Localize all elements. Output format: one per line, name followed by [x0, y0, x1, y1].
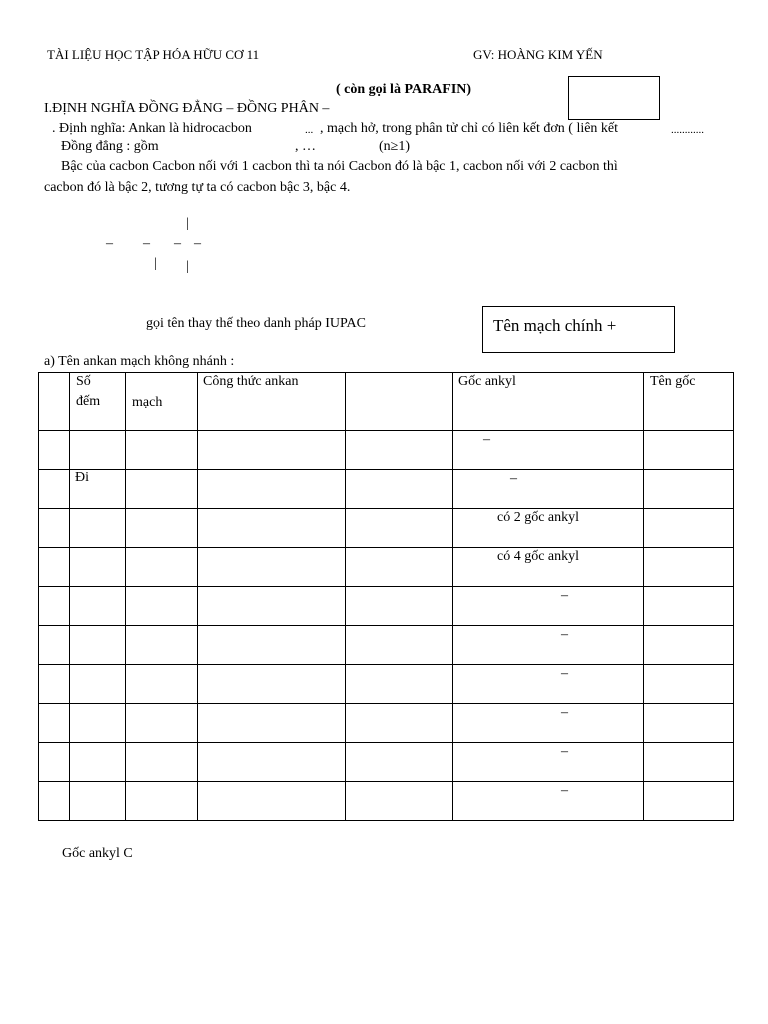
row-group: có 4 gốc ankyl — [497, 549, 580, 564]
table-row — [39, 509, 734, 548]
row-group: – — [561, 744, 568, 759]
header-formula: Công thức ankan — [203, 374, 299, 389]
header-cell-count — [70, 373, 126, 431]
homolog-condition: (n≥1) — [379, 139, 411, 154]
table-row — [39, 548, 734, 587]
row-group: – — [561, 783, 568, 798]
row-group: – — [561, 627, 568, 642]
table-row — [39, 782, 734, 821]
row-count: Đi — [75, 470, 89, 485]
header-cell-chain — [126, 373, 198, 431]
header-cell-blank — [346, 373, 453, 431]
bond-vertical-bottom-2: | — [186, 259, 189, 274]
header-count-line-2: đếm — [76, 394, 101, 409]
footer-text: Gốc ankyl C — [62, 846, 133, 861]
table-header-row — [39, 373, 734, 431]
header-group: Gốc ankyl — [458, 374, 516, 389]
definition-dots-1: ... — [305, 124, 314, 136]
header-cell-group — [453, 373, 644, 431]
subtitle: ( còn gọi là PARAFIN) — [336, 82, 472, 97]
name-box-label: Tên mạch chính + — [493, 316, 617, 335]
table-row — [39, 587, 734, 626]
bond-vertical-top: | — [186, 216, 189, 231]
row-group: – — [561, 705, 568, 720]
row-group: – — [561, 666, 568, 681]
row-group: – — [483, 432, 490, 447]
table-row — [39, 704, 734, 743]
carbon-order-line-2: cacbon đó là bậc 2, tương tự ta có cacbon bậc 3, bậc 4. — [44, 180, 351, 195]
definition-prefix: . Định nghĩa: Ankan là hidrocacbon — [52, 121, 252, 136]
alkane-table — [38, 372, 734, 821]
table-row — [39, 626, 734, 665]
header-right: GV: HOÀNG KIM YẾN — [473, 47, 603, 62]
definition-dots-2: ............ — [671, 124, 704, 136]
table-row — [39, 470, 734, 509]
bond-dash-1: – — [106, 236, 113, 251]
header-left: TÀI LIỆU HỌC TẬP HÓA HỮU CƠ 11 — [47, 47, 260, 62]
homolog-comma: , … — [295, 139, 316, 154]
header-chain: mạch — [132, 395, 163, 410]
carbon-order-line-1: Bậc của cacbon Cacbon nối với 1 cacbon thì ta nói Cacbon đó là bậc 1, cacbon nối với 2 cacbon thì — [61, 159, 618, 174]
table-row — [39, 431, 734, 470]
bond-dash-4: – — [194, 236, 201, 251]
bond-vertical-bottom-1: | — [154, 256, 157, 271]
header-cell-index — [39, 373, 70, 431]
row-group: – — [510, 471, 517, 486]
definition-middle: , mạch hở, trong phân tử chỉ có liên kết đơn ( liên kết — [320, 121, 619, 136]
row-group: có 2 gốc ankyl — [497, 510, 580, 525]
header-cell-group-name — [644, 373, 734, 431]
homolog-label: Đồng đẳng : gồm — [61, 139, 159, 154]
header-count-line-1: Số — [76, 374, 91, 389]
table-row — [39, 665, 734, 704]
row-group: – — [561, 588, 568, 603]
name-box — [482, 306, 675, 353]
iupac-text: gọi tên thay thế theo danh pháp IUPAC — [146, 316, 366, 331]
bond-dash-2: – — [143, 236, 150, 251]
table-caption: a) Tên ankan mạch không nhánh : — [44, 354, 235, 369]
table-row — [39, 743, 734, 782]
empty-box — [568, 76, 660, 120]
header-cell-formula — [198, 373, 346, 431]
header-group-name: Tên gốc — [650, 374, 696, 389]
bond-dash-3: – — [174, 236, 181, 251]
section-title: I.ĐỊNH NGHĨA ĐỒNG ĐẲNG – ĐỒNG PHÂN – — [44, 101, 330, 116]
